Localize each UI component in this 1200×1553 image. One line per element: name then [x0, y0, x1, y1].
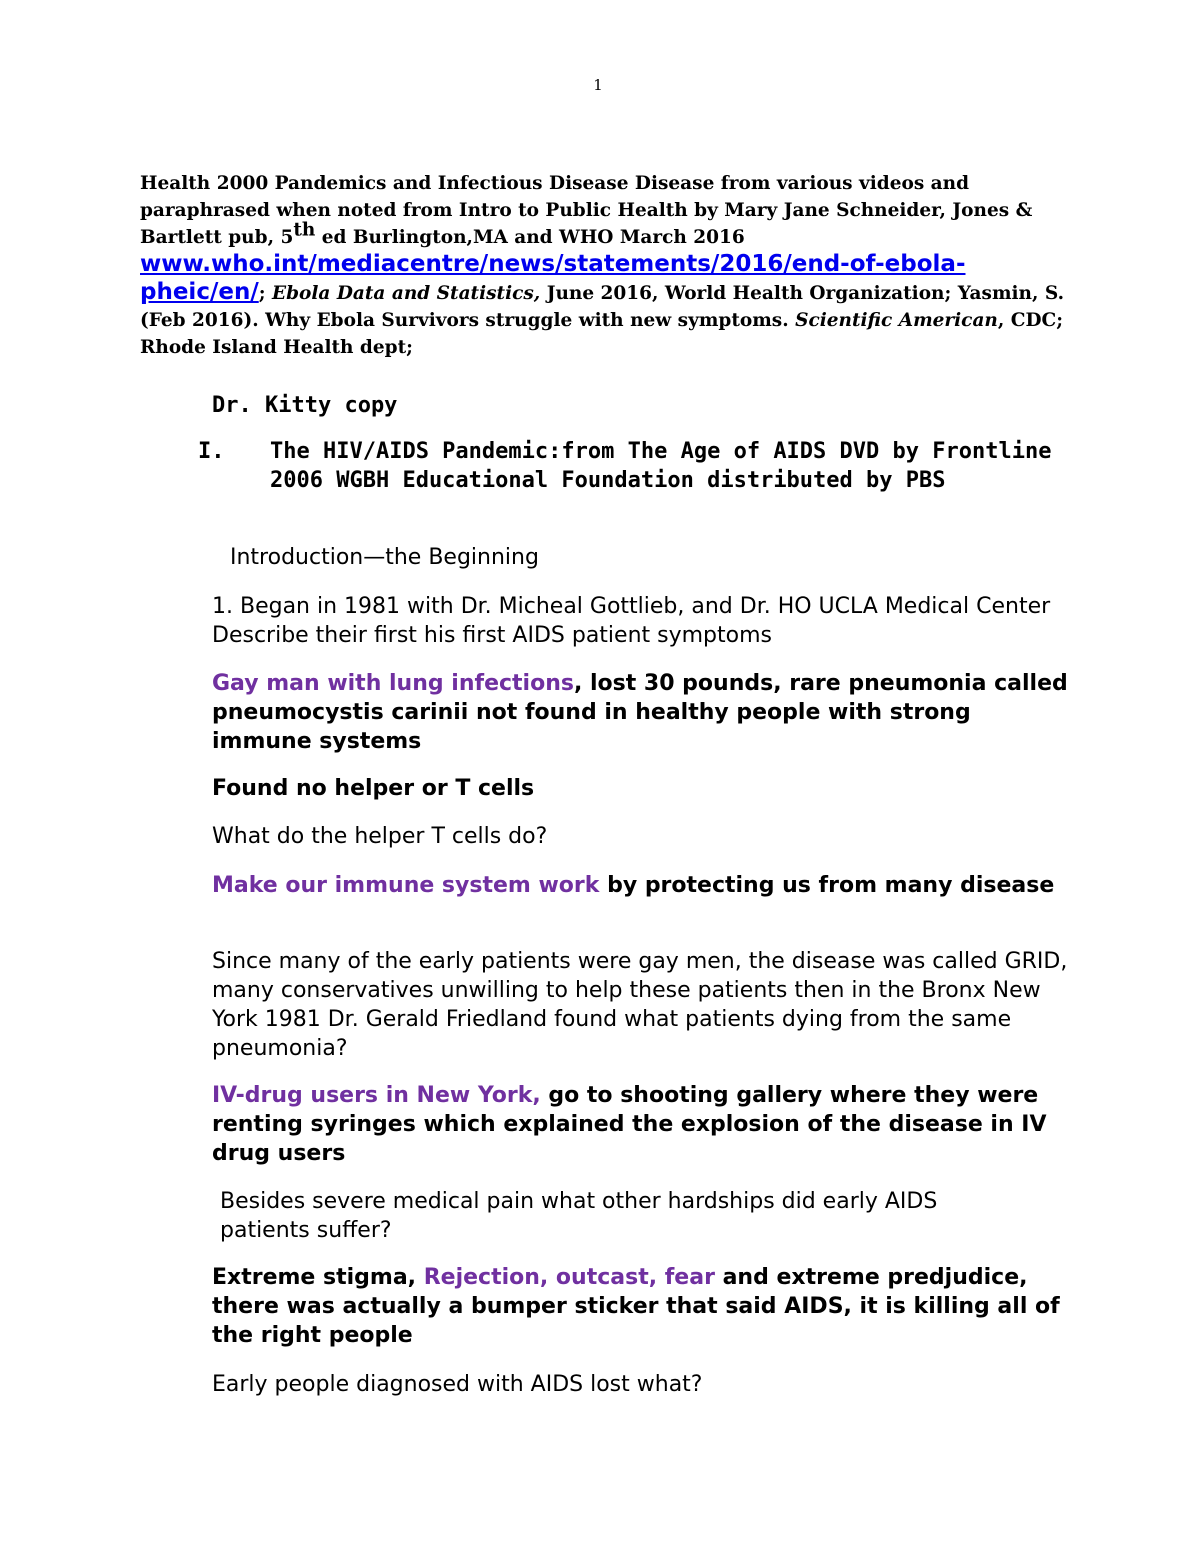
section-numeral: I. — [198, 439, 225, 464]
dr-kitty-label: Dr. Kitty copy — [212, 393, 398, 418]
citation-text: June 2016, World Health Organization; Yasmin, S. (Feb 2016). Why Ebola Survivors struggle with new symptoms. — [140, 283, 1065, 331]
answer-4-lead: Extreme stigma, — [212, 1265, 424, 1290]
who-url-line1[interactable]: www.who.int/mediacentre/news/statements/2016/end-of-ebola- — [140, 251, 966, 277]
answer-2 — [212, 871, 1072, 900]
answer-2-text: by protecting us from many disease — [599, 873, 1055, 898]
who-url-line2[interactable]: pheic/en/ — [140, 279, 259, 305]
answer-1-text: , lost 30 pounds, rare pneumonia called pneumocystis carinii not found in healthy people with strong immune systems — [212, 671, 1068, 754]
question-3: Since many of the early patients were gay men, the disease was called GRID, many conservatives unwilling to help these patients then in the Bronx New York 1981 Dr. Gerald Friedland found what patients dying from the same pneumonia? — [212, 949, 1068, 1061]
intro-line: Introduction—the Beginning — [230, 545, 539, 570]
answer-1 — [212, 669, 1072, 756]
page-number: 1 — [593, 76, 603, 94]
question-4: Besides severe medical pain what other hardships did early AIDS patients suffer? — [220, 1189, 938, 1243]
answer-3-text: go to shooting gallery where they were renting syringes which explained the explosion of the disease in IV drug users — [212, 1083, 1047, 1166]
citation-text: Health 2000 Pandemics and Infectious Disease Disease from various videos and paraphrased when noted from Intro to Public Health by Mary Jane Schneider, Jones & Bartlett pub, 5 — [140, 173, 1033, 248]
citation-separator: ; — [258, 283, 273, 304]
question-5: Early people diagnosed with AIDS lost what? — [212, 1372, 703, 1397]
citation-block — [140, 170, 1070, 361]
citation-text: ed Burlington,MA and WHO March 2016 — [315, 227, 745, 248]
answer-2-highlight: Make our immune system work — [212, 873, 600, 898]
answer-4 — [212, 1263, 1072, 1350]
citation-text: , CDC; Rhode Island Health dept; — [140, 310, 1064, 358]
answer-4-highlight: Rejection, outcast, fear — [423, 1265, 715, 1290]
answer-1b: Found no helper or T cells — [212, 776, 535, 801]
answer-3-highlight: IV-drug users in New York, — [212, 1083, 541, 1108]
journal-title: Scientific American — [795, 310, 998, 331]
section-heading: The HIV/AIDS Pandemic:from The Age of AIDS DVD by Frontline 2006 WGBH Educational Foundation distributed by PBS — [270, 439, 1052, 493]
answer-4-text: and extreme predjudice, there was actually a bumper sticker that said AIDS, it is killing all of the right people — [212, 1265, 1060, 1348]
question-1: 1. Began in 1981 with Dr. Micheal Gottlieb, and Dr. HO UCLA Medical Center Describe their first his first AIDS patient symptoms — [212, 594, 1051, 648]
ebola-title: Ebola Data and Statistics, — [272, 283, 541, 304]
answer-3 — [212, 1081, 1072, 1168]
citation-superscript: th — [293, 219, 316, 241]
answer-1-highlight: Gay man with lung infections — [212, 671, 574, 696]
question-2: What do the helper T cells do? — [212, 824, 548, 849]
